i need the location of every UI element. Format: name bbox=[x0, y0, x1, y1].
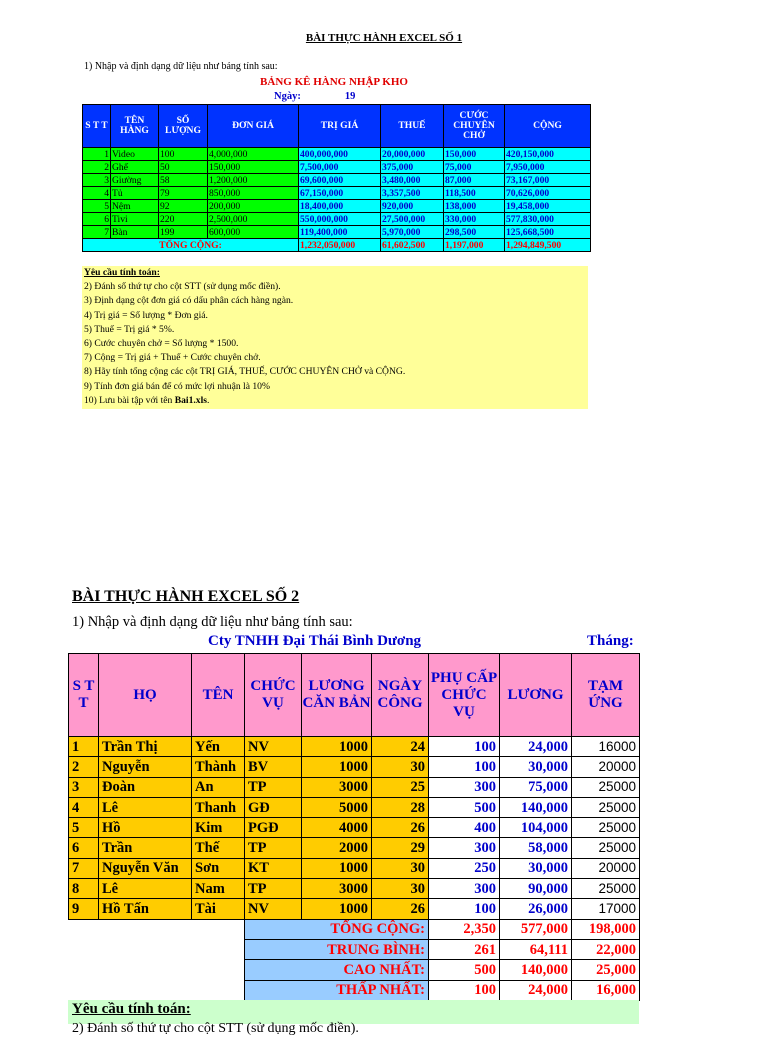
table-cell[interactable]: 6 bbox=[83, 213, 111, 226]
requirement-item: 4) Trị giá = Số lượng * Đơn giá. bbox=[84, 309, 208, 321]
table-cell[interactable]: Hồ bbox=[99, 818, 192, 838]
table-cell[interactable]: 100 bbox=[429, 737, 500, 757]
table-cell[interactable]: Lê bbox=[99, 797, 192, 817]
table-cell[interactable]: 118,500 bbox=[444, 187, 505, 200]
exercise1-title: BÀI THỰC HÀNH EXCEL SỐ 1 bbox=[305, 32, 463, 44]
table-cell[interactable]: 4 bbox=[83, 187, 111, 200]
col-header-luong[interactable]: LƯƠNG bbox=[500, 654, 572, 737]
table-cell[interactable]: An bbox=[192, 777, 245, 797]
table-cell[interactable]: Tủ bbox=[111, 187, 159, 200]
table-cell[interactable]: 220 bbox=[159, 213, 208, 226]
summary-cell[interactable]: 100 bbox=[429, 980, 500, 1000]
table-cell[interactable]: 119,400,000 bbox=[299, 226, 381, 239]
table-cell[interactable]: 5,970,000 bbox=[381, 226, 444, 239]
table-cell[interactable]: 2,500,000 bbox=[208, 213, 299, 226]
summary-row bbox=[69, 939, 640, 959]
col-header-ten-hang[interactable]: TÊN HÀNG bbox=[111, 105, 159, 148]
table-cell[interactable]: 30,000 bbox=[500, 858, 572, 878]
col-header-chuc-vu[interactable]: CHỨC VỤ bbox=[245, 654, 302, 737]
date-label: Ngày: bbox=[274, 91, 301, 102]
table-cell[interactable]: GĐ bbox=[245, 797, 302, 817]
summary-cell[interactable]: 16,000 bbox=[572, 980, 640, 1000]
table-cell[interactable]: 26,000 bbox=[500, 899, 572, 919]
table-row bbox=[83, 200, 591, 213]
table-cell[interactable]: Thành bbox=[192, 757, 245, 777]
table-cell[interactable]: Lê bbox=[99, 879, 192, 899]
table-cell[interactable]: 920,000 bbox=[381, 200, 444, 213]
col-header-cong[interactable]: CỘNG bbox=[505, 105, 591, 148]
table-cell[interactable]: 20000 bbox=[572, 858, 640, 878]
table-cell[interactable]: 25000 bbox=[572, 818, 640, 838]
table-cell[interactable]: 75,000 bbox=[444, 161, 505, 174]
table-cell[interactable]: 19,458,000 bbox=[505, 200, 591, 213]
table-cell[interactable]: 58,000 bbox=[500, 838, 572, 858]
table-cell[interactable]: 25000 bbox=[572, 797, 640, 817]
total-cell[interactable]: 1,197,000 bbox=[444, 239, 505, 252]
requirement-item: 5) Thuế = Trị giá * 5%. bbox=[84, 323, 175, 335]
file-name: Bai1.xls bbox=[174, 394, 207, 406]
table-cell[interactable]: 1000 bbox=[302, 899, 372, 919]
table-cell[interactable]: 25000 bbox=[572, 879, 640, 899]
table-cell[interactable]: 1,200,000 bbox=[208, 174, 299, 187]
exercise2-intro: 1) Nhập và định dạng dữ liệu như bảng tính sau: bbox=[72, 614, 353, 630]
table-cell[interactable]: Hồ Tấn bbox=[99, 899, 192, 919]
summary-cell[interactable]: 261 bbox=[429, 939, 500, 959]
table-cell[interactable]: Video bbox=[111, 148, 159, 161]
table-cell[interactable]: 75,000 bbox=[500, 777, 572, 797]
summary-label: CAO NHẤT: bbox=[245, 960, 429, 980]
blank-cell bbox=[69, 960, 245, 980]
exercise1-header-row bbox=[83, 105, 591, 148]
table-cell[interactable]: 3000 bbox=[302, 777, 372, 797]
table-row bbox=[69, 879, 640, 899]
table-cell[interactable]: 420,150,000 bbox=[505, 148, 591, 161]
table-cell[interactable]: NV bbox=[245, 737, 302, 757]
summary-label: TỔNG CỘNG: bbox=[245, 919, 429, 939]
table-cell[interactable]: Nguyễn bbox=[99, 757, 192, 777]
table-cell[interactable]: 500 bbox=[429, 797, 500, 817]
table-cell[interactable]: 4 bbox=[69, 797, 99, 817]
table-cell[interactable]: 250 bbox=[429, 858, 500, 878]
summary-cell[interactable]: 64,111 bbox=[500, 939, 572, 959]
table-cell[interactable]: Ghế bbox=[111, 161, 159, 174]
table-cell[interactable]: Thanh bbox=[192, 797, 245, 817]
table-cell[interactable]: 400 bbox=[429, 818, 500, 838]
summary-label: THẤP NHẤT: bbox=[245, 980, 429, 1000]
table-cell[interactable]: 50 bbox=[159, 161, 208, 174]
summary-cell[interactable]: 198,000 bbox=[572, 919, 640, 939]
table-row bbox=[83, 213, 591, 226]
table-cell[interactable]: 29 bbox=[372, 838, 429, 858]
table-cell[interactable]: Sơn bbox=[192, 858, 245, 878]
summary-row bbox=[69, 980, 640, 1000]
summary-cell[interactable]: 24,000 bbox=[500, 980, 572, 1000]
table-cell[interactable]: 5000 bbox=[302, 797, 372, 817]
col-header-stt[interactable]: S T T bbox=[69, 654, 99, 737]
exercise2-header-row bbox=[69, 654, 640, 737]
table-cell[interactable]: 3,357,500 bbox=[381, 187, 444, 200]
table-cell[interactable]: Nguyễn Văn bbox=[99, 858, 192, 878]
table-cell[interactable]: Kim bbox=[192, 818, 245, 838]
table-row bbox=[83, 161, 591, 174]
table-cell[interactable]: 104,000 bbox=[500, 818, 572, 838]
table-cell[interactable]: 7 bbox=[69, 858, 99, 878]
table-row bbox=[83, 174, 591, 187]
col-header-ngay-cong[interactable]: NGÀY CÔNG bbox=[372, 654, 429, 737]
table-cell[interactable]: Thế bbox=[192, 838, 245, 858]
table-row bbox=[69, 757, 640, 777]
table-cell[interactable]: 150,000 bbox=[208, 161, 299, 174]
total-cell[interactable]: 61,602,500 bbox=[381, 239, 444, 252]
table-cell[interactable]: 2 bbox=[83, 161, 111, 174]
table-cell[interactable]: Yến bbox=[192, 737, 245, 757]
table-cell[interactable]: 300 bbox=[429, 777, 500, 797]
table-cell[interactable]: 850,000 bbox=[208, 187, 299, 200]
table-cell[interactable]: 87,000 bbox=[444, 174, 505, 187]
col-header-stt[interactable]: S T T bbox=[83, 105, 111, 148]
requirement-item: 7) Cộng = Trị giá + Thuế + Cước chuyên chở. bbox=[84, 352, 261, 364]
table-cell[interactable]: 79 bbox=[159, 187, 208, 200]
exercise2-table bbox=[68, 653, 640, 1001]
table-cell[interactable]: 1000 bbox=[302, 737, 372, 757]
table-row bbox=[69, 899, 640, 919]
table-cell[interactable]: 92 bbox=[159, 200, 208, 213]
table-cell[interactable]: 200,000 bbox=[208, 200, 299, 213]
table-cell[interactable]: 17000 bbox=[572, 899, 640, 919]
table-row bbox=[69, 818, 640, 838]
summary-cell[interactable]: 2,350 bbox=[429, 919, 500, 939]
table-cell[interactable]: 330,000 bbox=[444, 213, 505, 226]
requirements-title: Yêu cầu tính toán: bbox=[84, 267, 160, 278]
table-cell[interactable]: 7,950,000 bbox=[505, 161, 591, 174]
col-header-ten[interactable]: TÊN bbox=[192, 654, 245, 737]
exercise2-requirements bbox=[68, 1000, 639, 1036]
table-cell[interactable]: 100 bbox=[429, 899, 500, 919]
table-cell[interactable]: 125,668,500 bbox=[505, 226, 591, 239]
blank-cell bbox=[69, 980, 245, 1000]
table-cell[interactable]: 90,000 bbox=[500, 879, 572, 899]
exercise1-requirements bbox=[82, 266, 588, 409]
table-cell[interactable]: 5 bbox=[69, 818, 99, 838]
col-header-thue[interactable]: THUẾ bbox=[381, 105, 444, 148]
table-cell[interactable]: 1 bbox=[83, 148, 111, 161]
blank-cell bbox=[69, 919, 245, 939]
col-header-luong-can-ban[interactable]: LƯƠNG CĂN BẢN bbox=[302, 654, 372, 737]
table-cell[interactable]: 25 bbox=[372, 777, 429, 797]
table-cell[interactable]: 69,600,000 bbox=[299, 174, 381, 187]
table-cell[interactable]: 18,400,000 bbox=[299, 200, 381, 213]
table-cell[interactable]: 20000 bbox=[572, 757, 640, 777]
table-cell[interactable]: 73,167,000 bbox=[505, 174, 591, 187]
table-cell[interactable]: 2000 bbox=[302, 838, 372, 858]
exercise2-title: BÀI THỰC HÀNH EXCEL SỐ 2 bbox=[72, 588, 300, 605]
table-cell[interactable]: 375,000 bbox=[381, 161, 444, 174]
col-header-so-luong[interactable]: SỐ LƯỢNG bbox=[159, 105, 208, 148]
table-cell[interactable]: 298,500 bbox=[444, 226, 505, 239]
exercise1-intro: 1) Nhập và định dạng dữ liệu như bảng tính sau: bbox=[84, 61, 278, 72]
table-cell[interactable]: Trần Thị bbox=[99, 737, 192, 757]
col-header-cuoc-chuyen-cho[interactable]: CƯỚC CHUYÊN CHỞ bbox=[444, 105, 505, 148]
table-cell[interactable]: 9 bbox=[69, 899, 99, 919]
total-cell[interactable]: 1,232,050,000 bbox=[299, 239, 381, 252]
exercise1-table bbox=[82, 104, 591, 252]
table-cell[interactable]: 100 bbox=[159, 148, 208, 161]
table-cell[interactable]: 30 bbox=[372, 879, 429, 899]
table-cell[interactable]: 150,000 bbox=[444, 148, 505, 161]
table-cell[interactable]: 67,150,000 bbox=[299, 187, 381, 200]
table-cell[interactable]: 5 bbox=[83, 200, 111, 213]
col-header-tam-ung[interactable]: TẠM ỨNG bbox=[572, 654, 640, 737]
table-cell[interactable]: 1 bbox=[69, 737, 99, 757]
summary-cell[interactable]: 500 bbox=[429, 960, 500, 980]
table-cell[interactable]: 28 bbox=[372, 797, 429, 817]
col-header-phu-cap-chuc-vu[interactable]: PHỤ CẤP CHỨC VỤ bbox=[429, 654, 500, 737]
table-cell[interactable]: 7,500,000 bbox=[299, 161, 381, 174]
table-cell[interactable]: 24 bbox=[372, 737, 429, 757]
summary-row bbox=[69, 919, 640, 939]
table-cell[interactable]: 7 bbox=[83, 226, 111, 239]
table-cell[interactable]: 26 bbox=[372, 818, 429, 838]
table-cell[interactable]: 25000 bbox=[572, 838, 640, 858]
table-cell[interactable]: 3000 bbox=[302, 879, 372, 899]
table-cell[interactable]: 300 bbox=[429, 879, 500, 899]
table-row bbox=[69, 777, 640, 797]
table-cell[interactable]: 24,000 bbox=[500, 737, 572, 757]
company-name: Cty TNHH Đại Thái Bình Dương bbox=[208, 633, 422, 649]
table-cell[interactable]: 138,000 bbox=[444, 200, 505, 213]
table-cell[interactable]: 600,000 bbox=[208, 226, 299, 239]
requirement-item: 2) Đánh số thứ tự cho cột STT (sử dụng mốc điền). bbox=[84, 281, 281, 293]
requirement-item: 3) Định dạng cột đơn giá có dấu phân cách hàng ngàn. bbox=[84, 295, 294, 307]
table-cell[interactable]: 400,000,000 bbox=[299, 148, 381, 161]
table-cell[interactable]: 4000 bbox=[302, 818, 372, 838]
table-row bbox=[69, 838, 640, 858]
table-cell[interactable]: 30 bbox=[372, 757, 429, 777]
total-row bbox=[83, 239, 591, 252]
table-row bbox=[69, 737, 640, 757]
summary-cell[interactable]: 22,000 bbox=[572, 939, 640, 959]
table-cell[interactable]: 3 bbox=[83, 174, 111, 187]
table-cell[interactable]: 3,480,000 bbox=[381, 174, 444, 187]
table-cell[interactable]: Trần bbox=[99, 838, 192, 858]
table-cell[interactable]: 6 bbox=[69, 838, 99, 858]
table-cell[interactable]: 4,000,000 bbox=[208, 148, 299, 161]
table-cell[interactable]: Nam bbox=[192, 879, 245, 899]
table-cell[interactable]: 30,000 bbox=[500, 757, 572, 777]
requirement-item: 8) Hãy tính tổng cộng các cột TRỊ GIÁ, THUẾ, CƯỚC CHUYÊN CHỞ và CỘNG. bbox=[84, 366, 406, 378]
table-cell[interactable]: 1000 bbox=[302, 858, 372, 878]
exercise1-table-heading: BẢNG KÊ HÀNG NHẬP KHO bbox=[260, 76, 408, 88]
requirement-item: 10) Lưu bài tập với tên Bai1.xls. bbox=[84, 394, 210, 406]
requirement-item: 9) Tính đơn giá bán để có mức lợi nhuận là 10% bbox=[84, 380, 270, 392]
col-header-tri-gia[interactable]: TRỊ GIÁ bbox=[299, 105, 381, 148]
date-value: 19 bbox=[344, 91, 356, 102]
table-cell[interactable]: 550,000,000 bbox=[299, 213, 381, 226]
summary-cell[interactable]: 140,000 bbox=[500, 960, 572, 980]
table-cell[interactable]: Tài bbox=[192, 899, 245, 919]
exercise1-date bbox=[274, 91, 355, 102]
month-label: Tháng: bbox=[587, 633, 634, 649]
table-cell[interactable]: 30 bbox=[372, 858, 429, 878]
table-cell[interactable]: Giường bbox=[111, 174, 159, 187]
total-label: TỔNG CỘNG: bbox=[83, 239, 299, 252]
table-cell[interactable]: Nệm bbox=[111, 200, 159, 213]
requirements-title: Yêu cầu tính toán: bbox=[72, 1001, 191, 1017]
requirement-item: 6) Cước chuyên chở = Số lượng * 1500. bbox=[84, 338, 239, 350]
col-header-ho[interactable]: HỌ bbox=[99, 654, 192, 737]
summary-row bbox=[69, 960, 640, 980]
col-header-don-gia[interactable]: ĐƠN GIÁ bbox=[208, 105, 299, 148]
table-row bbox=[69, 797, 640, 817]
table-cell[interactable]: Đoàn bbox=[99, 777, 192, 797]
requirement-item: 2) Đánh số thứ tự cho cột STT (sử dụng mốc điền). bbox=[72, 1021, 359, 1036]
summary-cell[interactable]: 577,000 bbox=[500, 919, 572, 939]
table-cell[interactable]: 58 bbox=[159, 174, 208, 187]
table-cell[interactable]: TP bbox=[245, 838, 302, 858]
table-row bbox=[83, 148, 591, 161]
table-cell[interactable]: TP bbox=[245, 777, 302, 797]
table-cell[interactable]: 577,830,000 bbox=[505, 213, 591, 226]
summary-label: TRUNG BÌNH: bbox=[245, 939, 429, 959]
table-cell[interactable]: BV bbox=[245, 757, 302, 777]
table-cell[interactable]: 70,626,000 bbox=[505, 187, 591, 200]
table-cell[interactable]: 300 bbox=[429, 838, 500, 858]
table-cell[interactable]: NV bbox=[245, 899, 302, 919]
table-cell[interactable]: 8 bbox=[69, 879, 99, 899]
total-cell[interactable]: 1,294,849,500 bbox=[505, 239, 591, 252]
table-cell[interactable]: 25000 bbox=[572, 777, 640, 797]
table-cell[interactable]: KT bbox=[245, 858, 302, 878]
table-cell[interactable]: 140,000 bbox=[500, 797, 572, 817]
table-cell[interactable]: Tivi bbox=[111, 213, 159, 226]
table-cell[interactable]: 26 bbox=[372, 899, 429, 919]
table-cell[interactable]: 100 bbox=[429, 757, 500, 777]
table-cell[interactable]: 1000 bbox=[302, 757, 372, 777]
blank-cell bbox=[69, 939, 245, 959]
summary-cell[interactable]: 25,000 bbox=[572, 960, 640, 980]
table-cell[interactable]: 2 bbox=[69, 757, 99, 777]
table-row bbox=[69, 858, 640, 878]
table-cell[interactable]: Bàn bbox=[111, 226, 159, 239]
table-cell[interactable]: 199 bbox=[159, 226, 208, 239]
table-cell[interactable]: 27,500,000 bbox=[381, 213, 444, 226]
table-cell[interactable]: 3 bbox=[69, 777, 99, 797]
table-cell[interactable]: 20,000,000 bbox=[381, 148, 444, 161]
table-cell[interactable]: PGĐ bbox=[245, 818, 302, 838]
table-row bbox=[83, 187, 591, 200]
table-cell[interactable]: TP bbox=[245, 879, 302, 899]
table-cell[interactable]: 16000 bbox=[572, 737, 640, 757]
table-row bbox=[83, 226, 591, 239]
